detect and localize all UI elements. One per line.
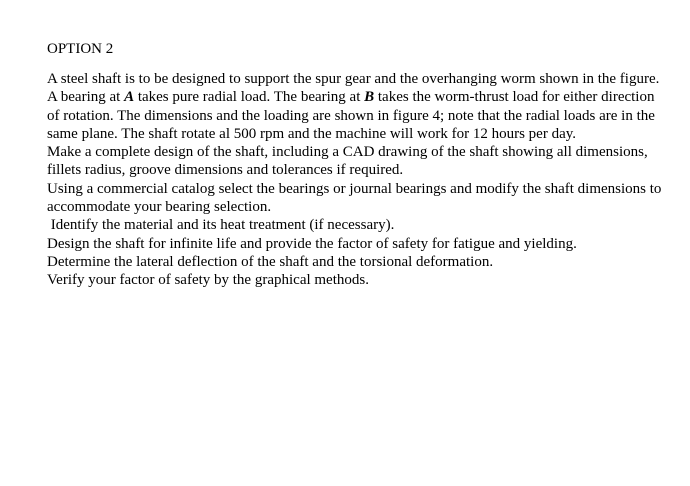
task-select-bearings: Using a commercial catalog select the bearings or journal bearings and modify the shaft dimensions to accommodate your bearing selection. <box>47 180 662 216</box>
option-heading: OPTION 2 <box>47 41 114 57</box>
intro-text-1: A steel shaft is to be designed to support the spur gear and the overhanging worm shown in the figure. A bearing at <box>47 71 660 106</box>
intro-text-3: takes the worm-thrust load for either direction of rotation. The dimensions and the loading are shown in figure 4; note that the radial loads are in the same plane. The shaft rotate al 500 rpm and the machine will work for 12 hours per day. <box>47 89 655 142</box>
task-verify-safety: Verify your factor of safety by the graphical methods. <box>47 272 369 289</box>
bearing-a-label: A <box>124 89 135 106</box>
intro-text-2: takes pure radial load. The bearing at <box>134 89 365 106</box>
task-design-shaft: Make a complete design of the shaft, including a CAD drawing of the shaft showing all dimensions, fillets radius, groove dimensions and tolerances if required. <box>47 144 648 179</box>
intro-paragraph <box>47 70 669 143</box>
task-identify-material: Identify the material and its heat treatment (if necessary). <box>47 217 395 234</box>
document-page <box>47 40 669 290</box>
task-infinite-life: Design the shaft for infinite life and provide the factor of safety for fatigue and yielding. <box>47 235 577 252</box>
bearing-b-label: B <box>364 89 375 106</box>
task-deflection: Determine the lateral deflection of the shaft and the torsional deformation. <box>47 253 494 270</box>
